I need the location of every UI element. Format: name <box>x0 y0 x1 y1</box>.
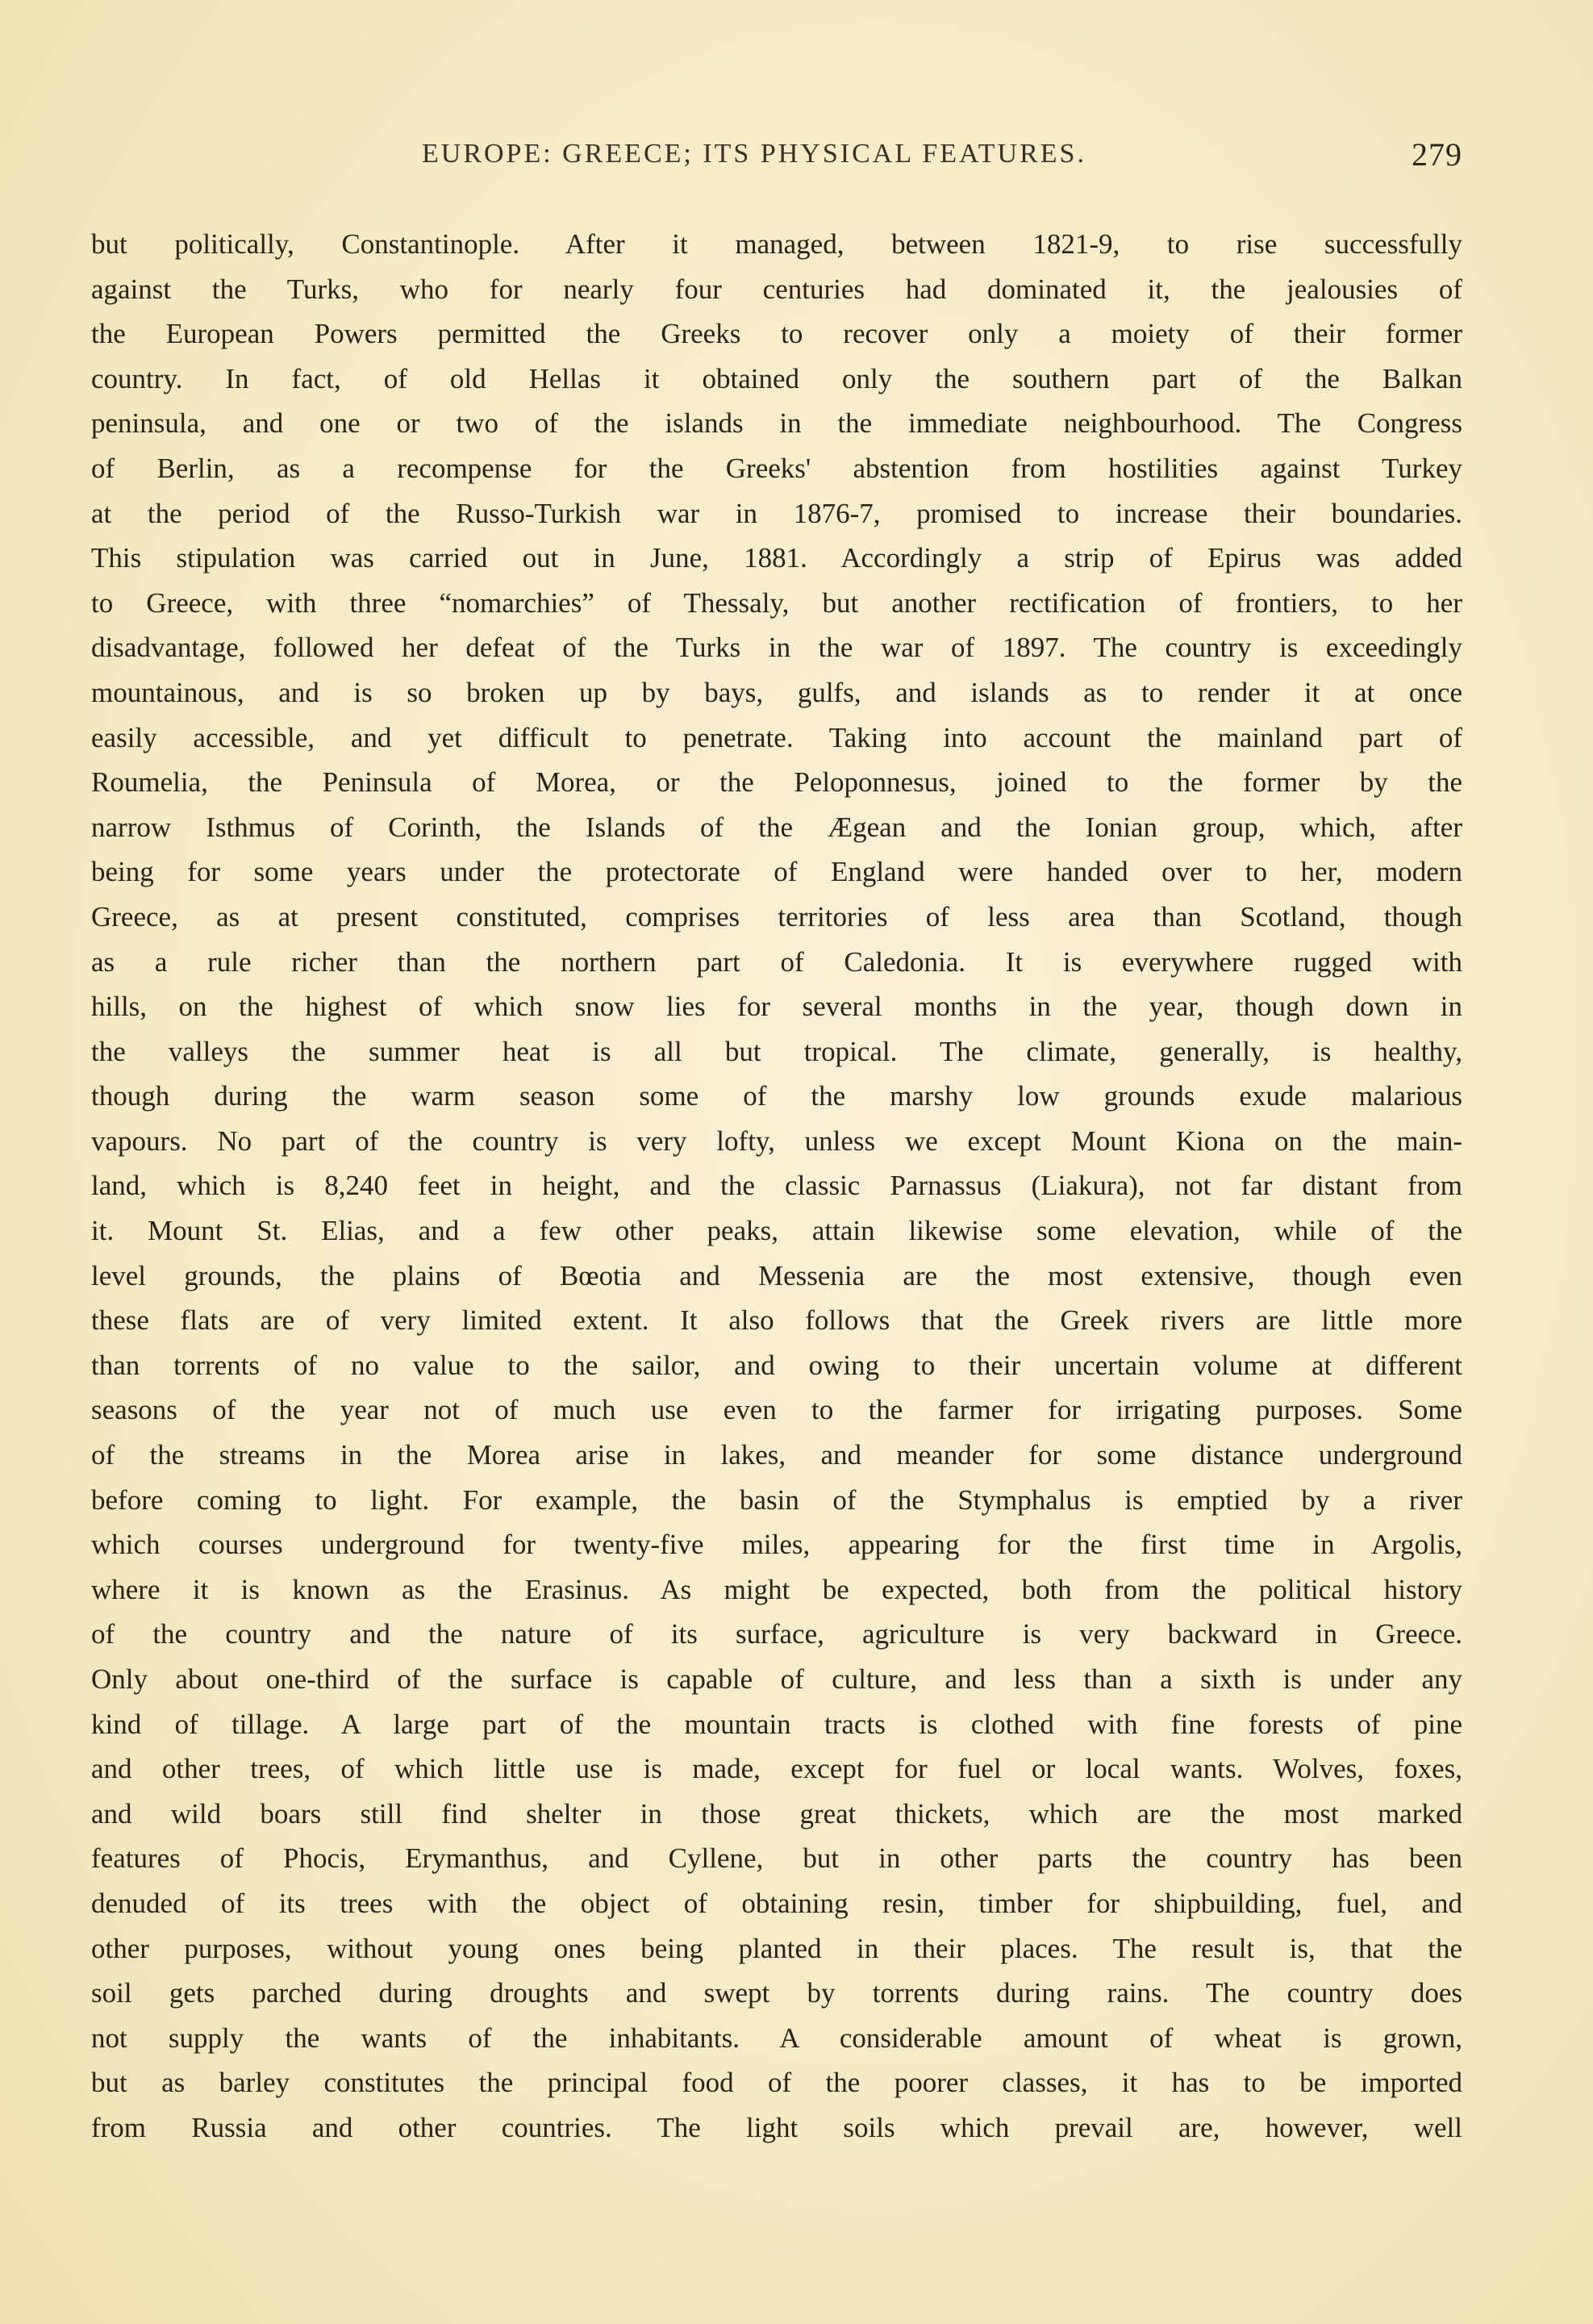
text-line: and other trees, of which little use is made, except for fuel or local wants. Wolves, foxes, <box>91 1753 1462 1785</box>
text-line: from Russia and other countries. The light soils which prevail are, however, well <box>91 2111 1462 2143</box>
text-line: being for some years under the protectorate of England were handed over to her, modern <box>91 856 1462 888</box>
text-line: country. In fact, of old Hellas it obtained only the southern part of the Balkan <box>91 362 1462 394</box>
text-line: but politically, Constantinople. After it managed, between 1821-9, to rise successfully <box>91 228 1462 260</box>
text-line: at the period of the Russo-Turkish war in 1876-7, promised to increase their boundaries. <box>91 497 1462 529</box>
text-line: as a rule richer than the northern part of Caledonia. It is everywhere rugged with <box>91 945 1462 978</box>
text-line: the European Powers permitted the Greeks to recover only a moiety of their former <box>91 318 1462 350</box>
text-line: Roumelia, the Peninsula of Morea, or the Peloponnesus, joined to the former by the <box>91 766 1462 799</box>
text-line: soil gets parched during droughts and swept by torrents during rains. The country does <box>91 1977 1462 2009</box>
text-line: seasons of the year not of much use even to the farmer for irrigating purposes. Some <box>91 1394 1462 1426</box>
text-line: kind of tillage. A large part of the mountain tracts is clothed with fine forests of pine <box>91 1708 1462 1740</box>
text-line: other purposes, without young ones being planted in their places. The result is, that the <box>91 1932 1462 1964</box>
text-line: of Berlin, as a recompense for the Greeks' abstention from hostilities against Turkey <box>91 452 1462 484</box>
text-line: it. Mount St. Elias, and a few other peaks, attain likewise some elevation, while of the <box>91 1215 1462 1247</box>
text-line: to Greece, with three “nomarchies” of Thessaly, but another rectification of frontiers, to her <box>91 586 1462 619</box>
text-line: but as barley constitutes the principal food of the poorer classes, it has to be imported <box>91 2067 1462 2099</box>
text-line: easily accessible, and yet difficult to penetrate. Taking into account the mainland part of <box>91 721 1462 753</box>
page-number: 279 <box>1412 136 1462 173</box>
text-line: Greece, as at present constituted, comprises territories of less area than Scotland, though <box>91 900 1462 933</box>
text-line: land, which is 8,240 feet in height, and the classic Parnassus (Liakura), not far distant from <box>91 1170 1462 1202</box>
text-line: mountainous, and is so broken up by bays, gulfs, and islands as to render it at once <box>91 676 1462 708</box>
text-line: these flats are of very limited extent. It also follows that the Greek rivers are little more <box>91 1304 1462 1337</box>
text-line: where it is known as the Erasinus. As might be expected, both from the political history <box>91 1573 1462 1605</box>
running-title: EUROPE: GREECE; ITS PHYSICAL FEATURES. <box>422 139 1086 169</box>
text-line: denuded of its trees with the object of obtaining resin, timber for shipbuilding, fuel, and <box>91 1887 1462 1919</box>
text-line: level grounds, the plains of Bœotia and Messenia are the most extensive, though even <box>91 1259 1462 1291</box>
page-header <box>91 136 1462 179</box>
text-line: which courses underground for twenty-five miles, appearing for the first time in Argolis, <box>91 1529 1462 1561</box>
text-line: narrow Isthmus of Corinth, the Islands of the Ægean and the Ionian group, which, after <box>91 811 1462 843</box>
text-line: of the streams in the Morea arise in lakes, and meander for some distance underground <box>91 1439 1462 1471</box>
text-line: features of Phocis, Erymanthus, and Cyllene, but in other parts the country has been <box>91 1842 1462 1875</box>
text-line: and wild boars still find shelter in those great thickets, which are the most marked <box>91 1797 1462 1830</box>
text-line: vapours. No part of the country is very lofty, unless we except Mount Kiona on the main- <box>91 1124 1462 1157</box>
text-line: though during the warm season some of the marshy low grounds exude malarious <box>91 1080 1462 1112</box>
text-line: not supply the wants of the inhabitants. A considerable amount of wheat is grown, <box>91 2022 1462 2054</box>
text-line: of the country and the nature of its surface, agriculture is very backward in Greece. <box>91 1618 1462 1650</box>
text-line: than torrents of no value to the sailor, and owing to their uncertain volume at different <box>91 1349 1462 1381</box>
text-line: against the Turks, who for nearly four centuries had dominated it, the jealousies of <box>91 273 1462 305</box>
text-line: hills, on the highest of which snow lies for several months in the year, though down in <box>91 991 1462 1023</box>
text-line: disadvantage, followed her defeat of the Turks in the war of 1897. The country is exceedingly <box>91 632 1462 664</box>
text-line: Only about one-third of the surface is capable of culture, and less than a sixth is under any <box>91 1663 1462 1695</box>
body-text <box>91 222 1462 2151</box>
text-line: before coming to light. For example, the basin of the Stymphalus is emptied by a river <box>91 1483 1462 1516</box>
text-line: This stipulation was carried out in June, 1881. Accordingly a strip of Epirus was added <box>91 542 1462 574</box>
text-line: peninsula, and one or two of the islands in the immediate neighbourhood. The Congress <box>91 407 1462 440</box>
text-line: the valleys the summer heat is all but tropical. The climate, generally, is healthy, <box>91 1035 1462 1067</box>
